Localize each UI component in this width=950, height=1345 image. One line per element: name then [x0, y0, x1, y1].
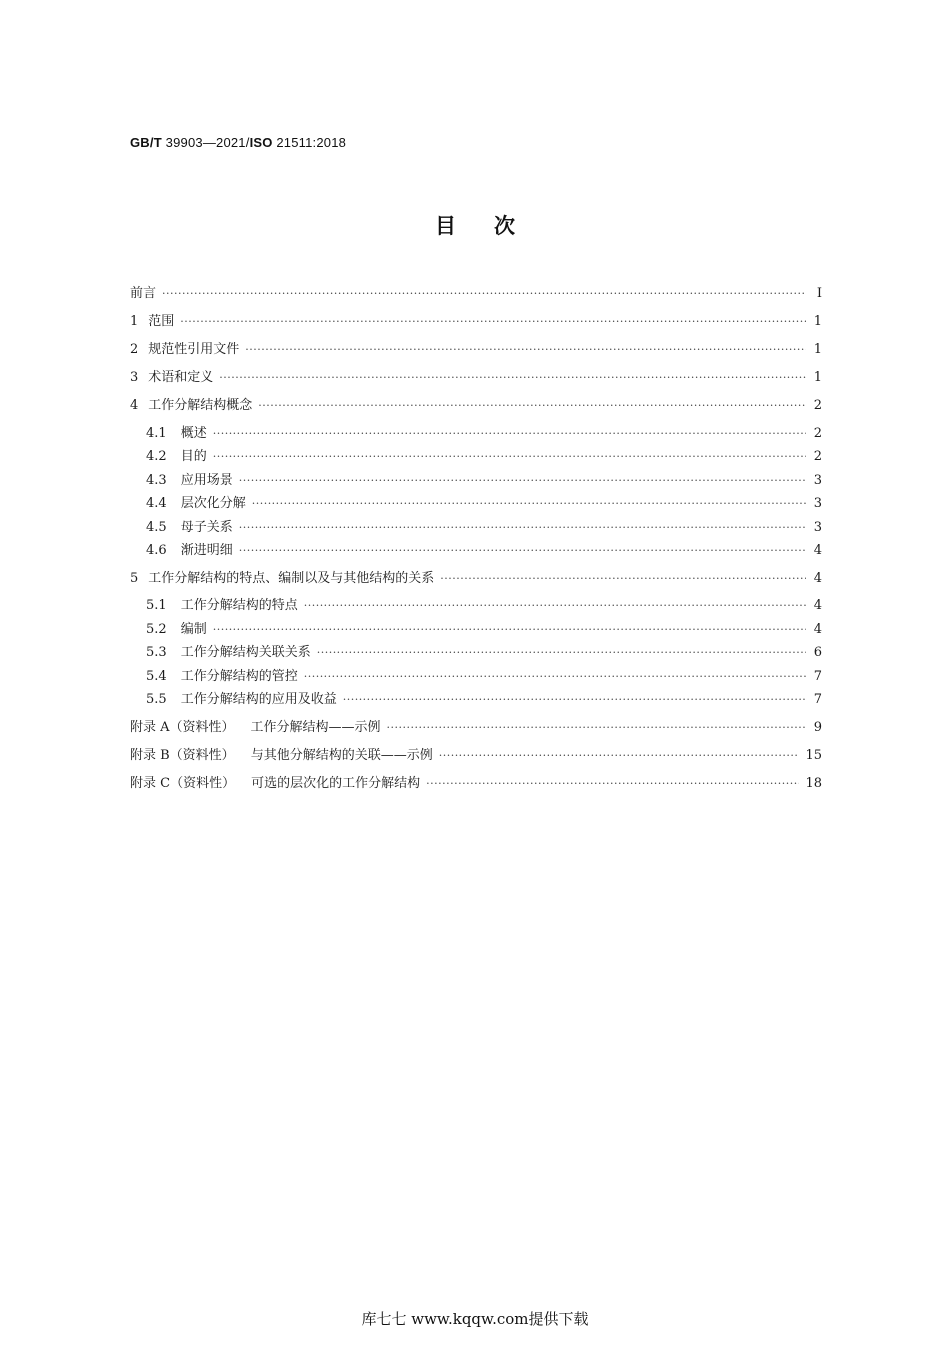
toc-entry[interactable]: [130, 569, 822, 589]
toc-dot-leader: [239, 541, 806, 561]
toc-section-number: 1: [130, 314, 139, 329]
footer-note: 库七七 www.kqqw.com提供下载: [361, 1310, 589, 1328]
toc-section-number: 5.3: [146, 645, 167, 660]
toc-dot-leader: [343, 690, 806, 710]
toc-entry[interactable]: [130, 312, 822, 332]
toc-section-title: 母子关系: [180, 520, 233, 535]
toc-entry[interactable]: [130, 718, 822, 738]
toc-page-number: 18: [805, 776, 822, 791]
toc-section-number: 3: [130, 370, 139, 385]
toc-page-number: 2: [813, 398, 822, 413]
toc-dot-leader: [239, 471, 806, 491]
toc-appendix-number: 附录 C（资料性）: [130, 776, 236, 791]
toc-entry-label: [130, 569, 440, 589]
toc-dot-leader: [304, 667, 806, 687]
toc-entry-label: [146, 447, 213, 467]
standard-number: [130, 135, 346, 150]
toc-section-number: 4: [130, 398, 139, 413]
toc-section-title: 范围: [148, 314, 175, 329]
toc-section-title: 前言: [130, 286, 157, 301]
toc-section-number: 5.5: [146, 692, 167, 707]
toc-entry[interactable]: [146, 471, 822, 491]
toc-appendix-number: 附录 A（资料性）: [130, 720, 235, 735]
toc-entry[interactable]: [130, 746, 822, 766]
toc-page-number: I: [816, 286, 822, 301]
toc-section-title: 工作分解结构概念: [148, 398, 253, 413]
toc-section-title: 编制: [180, 622, 207, 637]
toc-entry[interactable]: [146, 447, 822, 467]
toc-page-number: 4: [813, 622, 822, 637]
toc-entry-label: [130, 340, 245, 360]
toc-dot-leader: [162, 284, 806, 304]
toc-entry-label: [130, 396, 258, 416]
toc-section-title: 工作分解结构——示例: [250, 720, 381, 735]
toc-section-number: 5.1: [146, 598, 167, 613]
toc-page-number: 6: [813, 645, 822, 660]
toc-section-number: 4.1: [146, 426, 167, 441]
toc-appendix-number: 附录 B（资料性）: [130, 748, 235, 763]
toc-entry[interactable]: [146, 690, 822, 710]
toc-section-title: 概述: [180, 426, 207, 441]
toc-entry-label: [146, 667, 304, 687]
toc-page-number: 4: [813, 598, 822, 613]
toc-dot-leader: [213, 620, 806, 640]
toc-section-number: 4.2: [146, 449, 167, 464]
toc-page-number: 2: [813, 449, 822, 464]
toc-section-number: 2: [130, 342, 139, 357]
toc-section-title: 层次化分解: [180, 496, 246, 511]
toc-section-title: 可选的层次化的工作分解结构: [251, 776, 421, 791]
toc-section-number: 4.4: [146, 496, 167, 511]
standard-middle: 39903—2021/: [161, 135, 250, 150]
toc-page-number: 7: [813, 669, 822, 684]
toc-entry[interactable]: [146, 596, 822, 616]
toc-entry[interactable]: [130, 396, 822, 416]
standard-prefix: GB/T: [130, 135, 162, 150]
toc-page-number: 4: [813, 543, 822, 558]
toc-section-title: 工作分解结构的特点、编制以及与其他结构的关系: [148, 571, 435, 586]
toc-entry[interactable]: [130, 774, 822, 794]
toc-page-number: 1: [813, 342, 822, 357]
toc-entry-label: [146, 690, 343, 710]
toc-entry[interactable]: [146, 518, 822, 538]
toc-section-title: 工作分解结构的特点: [180, 598, 298, 613]
toc-dot-leader: [304, 596, 806, 616]
toc-section-number: 5.2: [146, 622, 167, 637]
toc-page-number: 7: [813, 692, 822, 707]
toc-dot-leader: [252, 494, 806, 514]
toc-dot-leader: [245, 340, 806, 360]
toc-entry-label: [130, 312, 180, 332]
toc-entry-label: [130, 746, 439, 766]
toc-entry-label: [146, 541, 239, 561]
toc-section-title: 工作分解结构的应用及收益: [180, 692, 337, 707]
toc-dot-leader: [239, 518, 806, 538]
toc-entry[interactable]: [146, 541, 822, 561]
toc-entry[interactable]: [146, 494, 822, 514]
toc-dot-leader: [317, 643, 806, 663]
toc-entry[interactable]: [130, 284, 822, 304]
toc-page-number: 9: [813, 720, 822, 735]
toc-dot-leader: [180, 312, 806, 332]
toc-section-number: 4.6: [146, 543, 167, 558]
toc-section-title: 工作分解结构的管控: [180, 669, 298, 684]
toc-page-number: 1: [813, 314, 822, 329]
toc-title: 目次: [435, 214, 553, 238]
toc-entry[interactable]: [146, 620, 822, 640]
toc-section-number: 4.3: [146, 473, 167, 488]
toc-entry-label: [130, 284, 162, 304]
toc-page-number: 1: [813, 370, 822, 385]
toc-entry-label: [146, 471, 239, 491]
toc-page-number: 15: [805, 748, 822, 763]
standard-iso: ISO: [249, 135, 273, 150]
toc-page-number: 4: [813, 571, 822, 586]
toc-section-title: 规范性引用文件: [148, 342, 240, 357]
toc-section-title: 应用场景: [180, 473, 233, 488]
toc-entry-label: [146, 518, 239, 538]
toc-section-title: 与其他分解结构的关联——示例: [250, 748, 433, 763]
toc-section-number: 5.4: [146, 669, 167, 684]
toc-section-number: 5: [130, 571, 139, 586]
toc-dot-leader: [439, 746, 800, 766]
toc-entry[interactable]: [146, 424, 822, 444]
toc-dot-leader: [258, 396, 806, 416]
toc-section-title: 目的: [180, 449, 207, 464]
toc-entry-label: [130, 368, 219, 388]
toc-entry[interactable]: [130, 340, 822, 360]
toc-dot-leader: [440, 569, 806, 589]
toc-entry-label: [146, 494, 252, 514]
toc-entry-label: [146, 424, 213, 444]
toc-dot-leader: [213, 424, 806, 444]
toc-entry[interactable]: [130, 368, 822, 388]
toc-page-number: 3: [813, 473, 822, 488]
standard-suffix: 21511:2018: [272, 135, 347, 150]
toc-section-title: 渐进明细: [180, 543, 233, 558]
toc-section-title: 工作分解结构关联关系: [180, 645, 311, 660]
toc-entry-label: [146, 620, 213, 640]
toc-section-title: 术语和定义: [148, 370, 214, 385]
toc-entry-label: [146, 643, 317, 663]
toc-entry[interactable]: [146, 667, 822, 687]
toc-page-number: 3: [813, 496, 822, 511]
toc-dot-leader: [219, 368, 806, 388]
toc-entry-label: [146, 596, 304, 616]
toc-entry[interactable]: [146, 643, 822, 663]
toc-dot-leader: [426, 774, 799, 794]
toc-entry-label: [130, 774, 426, 794]
toc-page-number: 2: [813, 426, 822, 441]
toc-section-number: 4.5: [146, 520, 167, 535]
toc-dot-leader: [213, 447, 806, 467]
toc-dot-leader: [387, 718, 806, 738]
toc-page-number: 3: [813, 520, 822, 535]
toc-entry-label: [130, 718, 387, 738]
